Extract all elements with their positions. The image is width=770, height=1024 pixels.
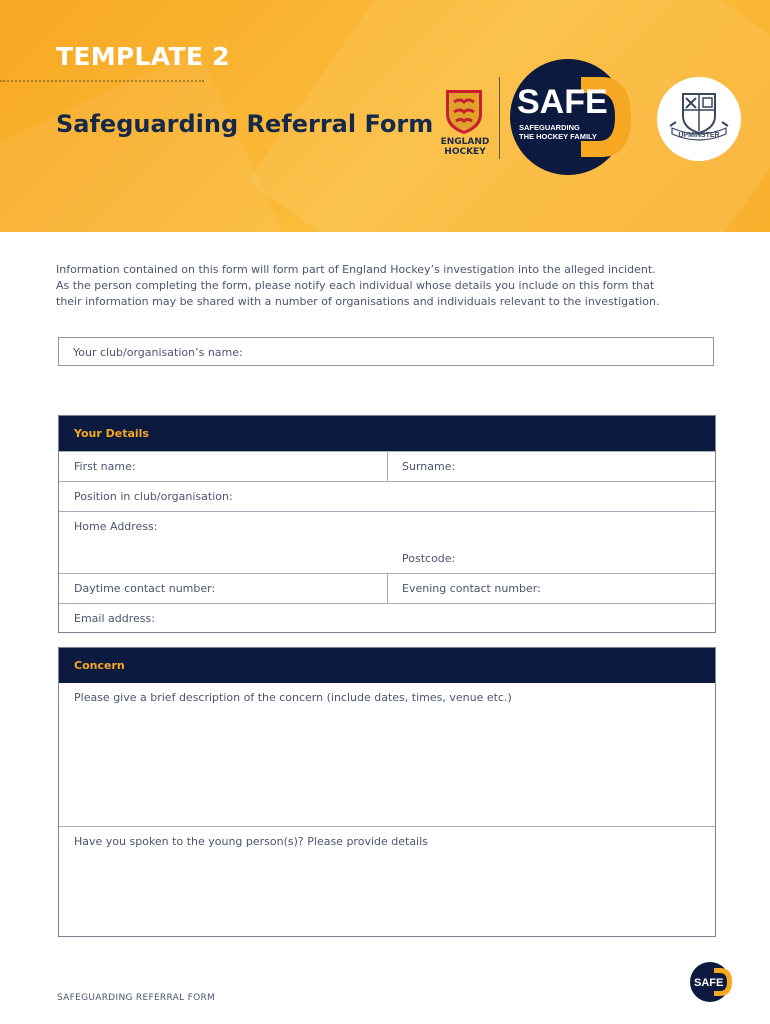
club-banner-text: UPMINSTER [678,132,720,139]
intro-paragraph [56,262,716,310]
template-label: TEMPLATE 2 [56,42,230,71]
your-details-section [58,415,716,633]
evening-number-field[interactable]: Evening contact number: [402,582,541,595]
footer-text: SAFEGUARDING REFERRAL FORM [57,993,216,1003]
safe-logo-text: SAFE [517,83,608,121]
name-row [59,451,715,481]
safe-logo-icon [505,57,643,177]
page-title: Safeguarding Referral Form [56,110,434,138]
email-field[interactable]: Email address: [74,612,155,625]
intro-line: their information may be shared with a number of organisations and individuals relevant to the investigation. [56,295,660,308]
spoken-to-young-person-label: Have you spoken to the young person(s)? Please provide details [74,835,428,848]
club-crest-icon [656,76,742,162]
dotted-divider [0,80,204,82]
club-name-field[interactable] [58,337,714,366]
concern-heading: Concern [59,648,715,683]
safe-footer-logo-icon [690,960,734,1004]
safe-logo-line: THE HOCKEY FAMILY [519,132,597,141]
logo-separator [499,77,500,159]
home-address-field[interactable]: Home Address: [74,520,158,533]
footer-logo-text: SAFE [694,977,724,989]
postcode-field[interactable]: Postcode: [402,552,456,565]
concern-description-area[interactable] [59,683,715,826]
cell-divider [387,574,388,603]
intro-line: As the person completing the form, please notify each individual whose details you include on this form that [56,279,655,292]
wordmark-line: ENGLAND [440,137,490,147]
address-row [59,511,715,573]
position-field[interactable]: Position in club/organisation: [74,490,233,503]
email-row [59,603,715,632]
daytime-number-field[interactable]: Daytime contact number: [74,582,216,595]
wordmark-line: HOCKEY [444,147,486,157]
header-banner [0,0,770,232]
surname-field[interactable]: Surname: [402,460,456,473]
england-hockey-wordmark [436,137,494,157]
concern-section [58,647,716,937]
contact-row [59,573,715,603]
spoken-to-young-person-area[interactable] [59,826,715,936]
intro-line: Information contained on this form will form part of England Hockey’s investigation into the alleged incident. [56,263,656,276]
first-name-field[interactable]: First name: [74,460,136,473]
your-details-heading: Your Details [59,416,715,451]
position-row [59,481,715,511]
cell-divider [387,452,388,481]
club-name-label: Your club/organisation’s name: [73,346,243,359]
concern-description-label: Please give a brief description of the concern (include dates, times, venue etc.) [74,691,512,704]
safe-logo-line: SAFEGUARDING [519,123,580,132]
